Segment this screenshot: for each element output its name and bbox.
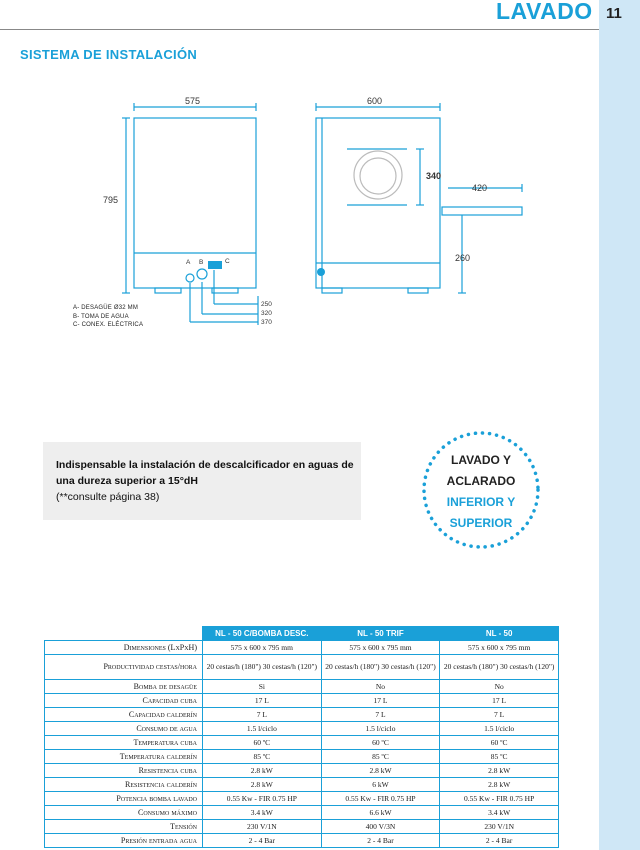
table-row xyxy=(45,722,559,736)
row-label: Presión entrada agua xyxy=(45,834,203,848)
table-row xyxy=(45,655,559,680)
label-c: C xyxy=(225,258,230,265)
table-cell: 3.4 kW xyxy=(440,806,559,820)
table-cell: 7 L xyxy=(321,708,440,722)
table-row xyxy=(45,708,559,722)
table-cell: 7 L xyxy=(440,708,559,722)
connection-legend xyxy=(73,304,143,330)
table-cell: 0.55 Kw - FIR 0.75 HP xyxy=(321,792,440,806)
legend-item-drain: A- DESAGÜE Ø32 MM xyxy=(73,305,139,311)
dim-250: 250 xyxy=(261,301,272,308)
legend-item-electric: C- CONEX. ELÉCTRICA xyxy=(73,322,144,328)
table-row xyxy=(45,736,559,750)
section-brand: LAVADO xyxy=(496,0,593,24)
table-header-row xyxy=(45,627,559,641)
electric-connection-icon xyxy=(208,261,222,269)
dim-door-depth: 420 xyxy=(472,183,488,193)
table-cell: 6.6 kW xyxy=(321,806,440,820)
table-cell: Si xyxy=(203,680,322,694)
table-row xyxy=(45,778,559,792)
table-cell: 230 V/1N xyxy=(203,820,322,834)
table-cell: 20 cestas/h (180") 30 cestas/h (120") xyxy=(203,655,322,680)
table-cell: 0.55 Kw - FIR 0.75 HP xyxy=(440,792,559,806)
section-title: SISTEMA DE INSTALACIÓN xyxy=(20,47,198,62)
row-label: Productividad cestas/hora xyxy=(45,655,203,680)
table-cell: 575 x 600 x 795 mm xyxy=(440,641,559,655)
page-number: 11 xyxy=(606,5,622,22)
table-cell: No xyxy=(321,680,440,694)
table-cell: 2 - 4 Bar xyxy=(440,834,559,848)
table-cell: 1.5 l/ciclo xyxy=(440,722,559,736)
table-cell: 0.55 Kw - FIR 0.75 HP xyxy=(203,792,322,806)
legend-item-water: B- TOMA DE AGUA xyxy=(73,313,129,320)
dim-door-height: 260 xyxy=(455,253,471,263)
wash-rinse-badge xyxy=(419,428,543,552)
notice-text: Indispensable la instalación de descalcificador en aguas de una dureza superior a 15°dH xyxy=(56,459,354,487)
dim-rack-height: 340 xyxy=(426,171,442,181)
table-row xyxy=(45,750,559,764)
table-row xyxy=(45,764,559,778)
notice-page-ref: (**consulte página 38) xyxy=(56,491,160,503)
row-label: Tensión xyxy=(45,820,203,834)
specifications-table xyxy=(44,626,559,848)
table-cell: 20 cestas/h (180") 30 cestas/h (120") xyxy=(321,655,440,680)
row-label: Resistencia calderín xyxy=(45,778,203,792)
open-door xyxy=(442,207,522,215)
table-row xyxy=(45,680,559,694)
table-row xyxy=(45,820,559,834)
water-inlet-icon xyxy=(197,269,207,279)
header-model-base: NL - 50 xyxy=(440,627,559,641)
front-view-body xyxy=(134,118,256,288)
header-blank xyxy=(45,627,203,641)
table-cell: 2.8 kW xyxy=(321,764,440,778)
table-cell: 17 L xyxy=(440,694,559,708)
table-cell: 17 L xyxy=(321,694,440,708)
table-cell: 2 - 4 Bar xyxy=(321,834,440,848)
table-cell: 230 V/1N xyxy=(440,820,559,834)
table-cell: 17 L xyxy=(203,694,322,708)
table-cell: 2.8 kW xyxy=(203,764,322,778)
row-label: Consumo máximo xyxy=(45,806,203,820)
table-cell: 1.5 l/ciclo xyxy=(203,722,322,736)
table-cell: 85 ºC xyxy=(203,750,322,764)
table-cell: No xyxy=(440,680,559,694)
installation-drawing xyxy=(0,0,640,340)
table-cell: 60 ºC xyxy=(440,736,559,750)
row-label: Consumo de agua xyxy=(45,722,203,736)
dim-370: 370 xyxy=(261,319,272,326)
row-label: Temperatura calderín xyxy=(45,750,203,764)
row-label: Capacidad calderín xyxy=(45,708,203,722)
badge-line-2: ACLARADO xyxy=(446,474,516,488)
table-row xyxy=(45,694,559,708)
table-cell: 2 - 4 Bar xyxy=(203,834,322,848)
dim-side-width: 600 xyxy=(367,96,383,106)
header-model-pump: NL - 50 C/BOMBA DESC. xyxy=(203,627,322,641)
row-label: Temperatura cuba xyxy=(45,736,203,750)
badge-line-4: SUPERIOR xyxy=(449,516,513,530)
table-row xyxy=(45,792,559,806)
table-cell: 2.8 kW xyxy=(440,764,559,778)
dim-front-width: 575 xyxy=(185,96,201,106)
badge-line-3: INFERIOR Y xyxy=(446,495,516,509)
table-cell: 2.8 kW xyxy=(440,778,559,792)
table-cell: 85 ºC xyxy=(321,750,440,764)
table-cell: 400 V/3N xyxy=(321,820,440,834)
table-cell: 6 kW xyxy=(321,778,440,792)
table-cell: 85 ºC xyxy=(440,750,559,764)
badge-line-1: LAVADO Y xyxy=(450,453,511,467)
row-label: Capacidad cuba xyxy=(45,694,203,708)
row-label: Potencia bomba lavado xyxy=(45,792,203,806)
table-cell: 20 cestas/h (180") 30 cestas/h (120") xyxy=(440,655,559,680)
dim-320: 320 xyxy=(261,310,272,317)
table-cell: 60 ºC xyxy=(321,736,440,750)
table-row xyxy=(45,641,559,655)
softener-notice xyxy=(43,442,361,520)
drain-connection-icon xyxy=(186,274,194,282)
row-label: Resistencia cuba xyxy=(45,764,203,778)
table-cell: 1.5 l/ciclo xyxy=(321,722,440,736)
table-row xyxy=(45,834,559,848)
table-cell: 7 L xyxy=(203,708,322,722)
table-cell: 3.4 kW xyxy=(203,806,322,820)
table-row xyxy=(45,806,559,820)
table-cell: 2.8 kW xyxy=(203,778,322,792)
table-cell: 575 x 600 x 795 mm xyxy=(321,641,440,655)
side-drain-icon xyxy=(317,268,325,276)
table-cell: 575 x 600 x 795 mm xyxy=(203,641,322,655)
row-label: Bomba de desagüe xyxy=(45,680,203,694)
dim-height: 795 xyxy=(103,195,119,205)
table-cell: 60 ºC xyxy=(203,736,322,750)
header-model-trif: NL - 50 TRIF xyxy=(321,627,440,641)
label-a: A xyxy=(186,259,191,266)
row-label: Dimensiones (LxPxH) xyxy=(45,641,203,655)
label-b: B xyxy=(199,259,204,266)
